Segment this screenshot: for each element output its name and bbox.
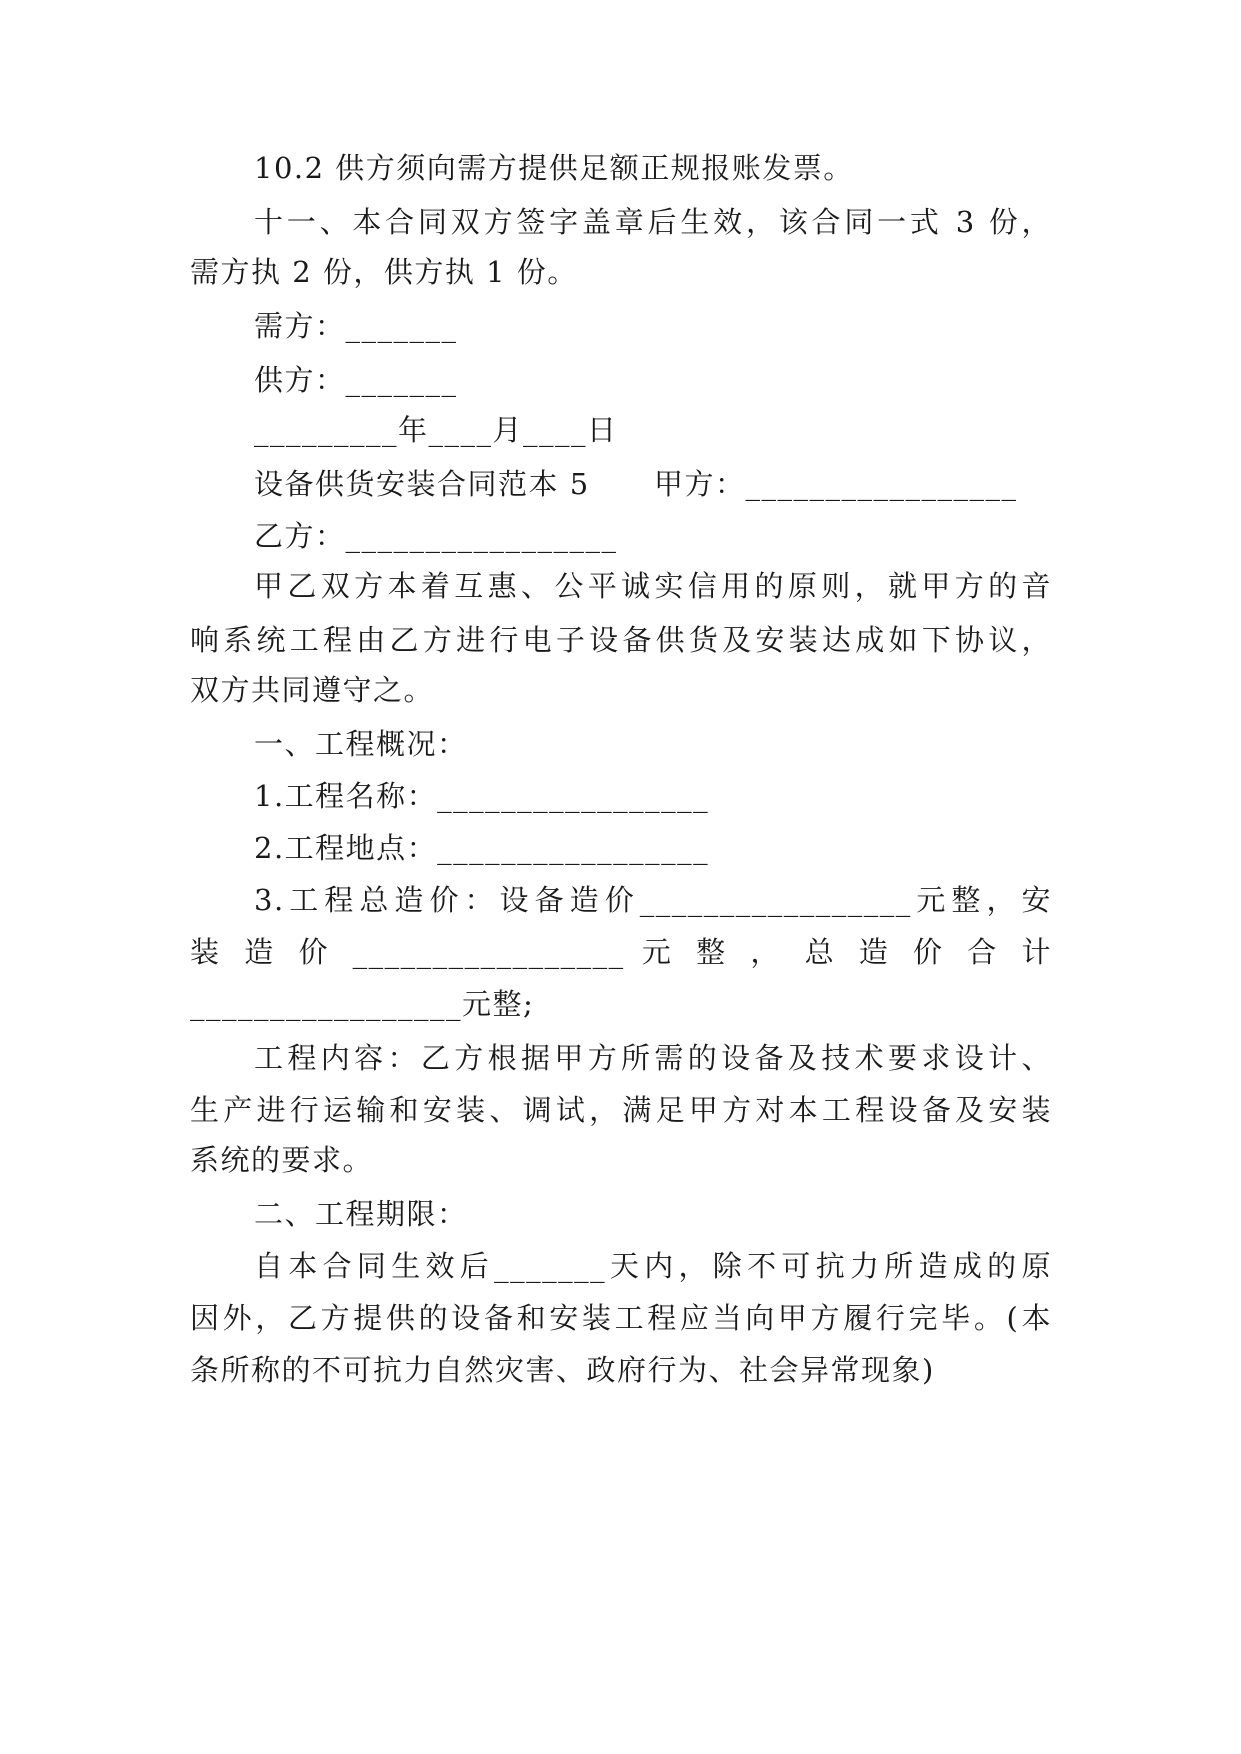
term-line-1: 自本合同生效后_______天内，除不可抗力所造成的原 [254, 1249, 1052, 1283]
section-2-heading: 二、工程期限： [254, 1197, 468, 1231]
document-page [190, 0, 1052, 1754]
party-b-line: 乙方：_________________ [254, 519, 618, 553]
clause-10-2: 10.2 供方须向需方提供足额正规报账发票。 [254, 151, 854, 185]
clause-11-line-2: 需方执 2 份，供方执 1 份。 [190, 255, 578, 289]
project-name-line: 1.工程名称：_________________ [254, 779, 710, 813]
total-cost-line-3: _________________元整; [190, 987, 535, 1021]
date-line: _________年____月____日 [254, 413, 618, 447]
template-title-party-a: 设备供货安装合同范本 5 甲方：_________________ [254, 467, 1018, 501]
buyer-signature-line: 需方：_______ [254, 309, 458, 343]
scope-line-2: 生产进行运输和安装、调试，满足甲方对本工程设备及安装 [190, 1093, 1052, 1127]
total-cost-line-2: 装 造 价 _________________ 元 整 ， 总 造 价 合 计 [190, 935, 1052, 969]
scope-line-3: 系统的要求。 [190, 1143, 374, 1177]
preamble-line-3: 双方共同遵守之。 [190, 673, 435, 707]
project-location-line: 2.工程地点：_________________ [254, 831, 710, 865]
clause-11-line-1: 十一、本合同双方签字盖章后生效，该合同一式 3 份， [254, 205, 1052, 239]
term-line-2: 因外，乙方提供的设备和安装工程应当向甲方履行完毕。(本 [190, 1301, 1052, 1335]
section-1-heading: 一、工程概况： [254, 727, 468, 761]
supplier-signature-line: 供方：_______ [254, 363, 458, 397]
preamble-line-2: 响系统工程由乙方进行电子设备供货及安装达成如下协议， [190, 623, 1052, 657]
preamble-line-1: 甲乙双方本着互惠、公平诚实信用的原则，就甲方的音 [254, 569, 1052, 603]
term-line-3: 条所称的不可抗力自然灾害、政府行为、社会异常现象) [190, 1353, 935, 1387]
scope-line-1: 工程内容：乙方根据甲方所需的设备及技术要求设计、 [254, 1041, 1052, 1075]
total-cost-line-1: 3.工程总造价：设备造价_________________元整，安 [254, 883, 1052, 917]
